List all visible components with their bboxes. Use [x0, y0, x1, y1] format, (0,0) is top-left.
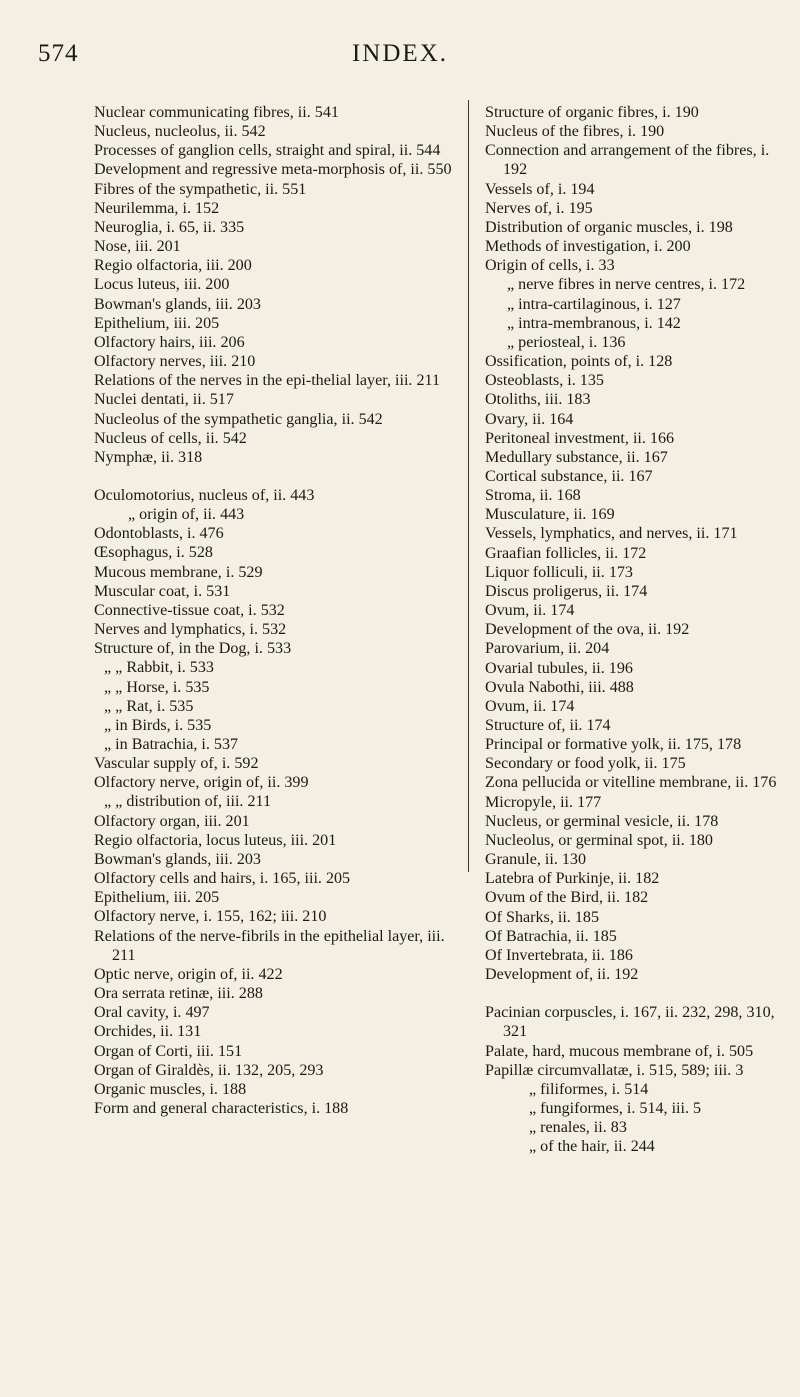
running-head-title: INDEX. [351, 40, 448, 67]
index-entry: Orchides, ii. 131 [94, 1023, 202, 1041]
index-entry: Neuroglia, i. 65, ii. 335 [94, 218, 245, 236]
index-entry: Nucleus, nucleolus, ii. 542 [94, 123, 266, 141]
index-entry: Organ of Giraldès, ii. 132, 205, 293 [94, 1061, 324, 1079]
index-entry: Mucous membrane, i. 529 [94, 563, 263, 581]
index-entry: Ossification, points of, i. 128 [485, 353, 673, 371]
index-entry: Micropyle, ii. 177 [485, 793, 602, 811]
index-entry: Ovary, ii. 164 [485, 410, 574, 428]
index-entry: Liquor folliculi, ii. 173 [485, 563, 633, 581]
index-subentry: „ intra-membranous, i. 142 [507, 314, 681, 332]
index-entry: Ora serrata retinæ, iii. 288 [94, 985, 263, 1003]
index-entry: Structure of organic fibres, i. 190 [485, 104, 699, 121]
page-header [38, 40, 762, 80]
index-entry: Relations of the nerves in the epi-thelial layer, iii. 211 [94, 372, 441, 390]
index-entry: Discus proligerus, ii. 174 [485, 582, 648, 600]
index-entry: Bowman's glands, iii. 203 [94, 295, 261, 313]
index-entry: Processes of ganglion cells, straight and spiral, ii. 544 [94, 142, 441, 160]
index-entry: Zona pellucida or vitelline membrane, ii. 176 [485, 774, 777, 792]
index-entry: Pacinian corpuscles, i. 167, ii. 232, 298, 310, 321 [485, 1004, 775, 1041]
index-entry: Latebra of Purkinje, ii. 182 [485, 870, 660, 888]
index-entry: Nucleus, or germinal vesicle, ii. 178 [485, 812, 719, 830]
index-entry: Optic nerve, origin of, ii. 422 [94, 965, 283, 983]
index-entry: Of Invertebrata, ii. 186 [485, 946, 633, 964]
index-subentry: „ in Birds, i. 535 [104, 716, 212, 734]
index-entry: Vascular supply of, i. 592 [94, 755, 259, 773]
index-entry: Development of the ova, ii. 192 [485, 621, 690, 639]
page-number: 574 [38, 40, 79, 67]
index-entry: Epithelium, iii. 205 [94, 314, 220, 332]
index-entry: Distribution of organic muscles, i. 198 [485, 218, 733, 236]
index-entry: Nucleolus, or germinal spot, ii. 180 [485, 831, 713, 849]
index-entry: Olfactory cells and hairs, i. 165, iii. 205 [94, 870, 351, 888]
index-entry: Cortical substance, ii. 167 [485, 467, 653, 485]
index-column-left [94, 103, 464, 1118]
index-entry: Nucleus of the fibres, i. 190 [485, 123, 665, 141]
index-subentry: „ renales, ii. 83 [529, 1119, 627, 1137]
index-entry: Regio olfactoria, locus luteus, iii. 201 [94, 831, 337, 849]
index-entry: Vessels, lymphatics, and nerves, ii. 171 [485, 525, 738, 543]
index-entry: Connective-tissue coat, i. 532 [94, 601, 285, 619]
index-entry: Secondary or food yolk, ii. 175 [485, 755, 686, 773]
index-entry: Olfactory organ, iii. 201 [94, 812, 250, 830]
index-entry: Locus luteus, iii. 200 [94, 276, 230, 294]
index-entry: Stroma, ii. 168 [485, 487, 581, 505]
index-entry: Nuclei dentati, ii. 517 [94, 391, 234, 409]
index-entry: Origin of cells, i. 33 [485, 257, 615, 275]
index-subentry: „ nerve fibres in nerve centres, i. 172 [507, 276, 746, 294]
index-entry: Epithelium, iii. 205 [94, 889, 220, 907]
index-entry: Vessels of, i. 194 [485, 180, 595, 198]
index-entry: Ovum of the Bird, ii. 182 [485, 889, 649, 907]
index-entry: Oculomotorius, nucleus of, ii. 443 [94, 486, 315, 504]
index-entry: Ovarial tubules, ii. 196 [485, 659, 633, 677]
index-entry: Of Sharks, ii. 185 [485, 908, 599, 926]
index-entry: Parovarium, ii. 204 [485, 640, 610, 658]
index-entry: Organ of Corti, iii. 151 [94, 1042, 243, 1060]
index-column-right [485, 103, 783, 1156]
index-entry: Development of, ii. 192 [485, 966, 639, 984]
index-entry: Neurilemma, i. 152 [94, 199, 220, 217]
index-entry: Olfactory hairs, iii. 206 [94, 333, 245, 351]
index-subentry: „ „ Rat, i. 535 [104, 697, 194, 715]
index-entry: Methods of investigation, i. 200 [485, 238, 691, 256]
index-subentry: „ intra-cartilaginous, i. 127 [507, 295, 681, 313]
index-entry: Nuclear communicating fibres, ii. 541 [94, 104, 339, 121]
index-entry: Odontoblasts, i. 476 [94, 525, 224, 543]
index-entry: Principal or formative yolk, ii. 175, 178 [485, 736, 742, 754]
index-subentry: „ of the hair, ii. 244 [529, 1138, 655, 1156]
index-entry: Œsophagus, i. 528 [94, 544, 213, 562]
index-entry: Structure of, ii. 174 [485, 717, 611, 734]
index-entry: Olfactory nerve, origin of, ii. 399 [94, 774, 309, 792]
index-entry: Otoliths, iii. 183 [485, 391, 591, 409]
index-entry: Papillæ circumvallatæ, i. 515, 589; iii. 3 [485, 1061, 744, 1079]
index-entry: Relations of the nerve-fibrils in the epithelial layer, iii. 211 [94, 927, 445, 964]
index-entry: Structure of, in the Dog, i. 533 [94, 640, 292, 658]
index-entry: Palate, hard, mucous membrane of, i. 505 [485, 1042, 754, 1060]
index-subentry: „ origin of, ii. 443 [128, 506, 245, 524]
index-entry: Ovum, ii. 174 [485, 697, 575, 715]
index-entry: Musculature, ii. 169 [485, 506, 615, 524]
index-entry: Organic muscles, i. 188 [94, 1080, 247, 1098]
index-entry: Graafian follicles, ii. 172 [485, 544, 647, 562]
index-entry: Development and regressive meta-morphosis of, ii. 550 [94, 161, 452, 179]
index-subentry: „ „ distribution of, iii. 211 [104, 793, 272, 811]
index-entry: Of Batrachia, ii. 185 [485, 927, 617, 945]
index-entry: Nose, iii. 201 [94, 238, 181, 256]
index-entry: Nymphæ, ii. 318 [94, 448, 203, 466]
index-entry: Nucleolus of the sympathetic ganglia, ii. 542 [94, 410, 383, 428]
index-entry: Nerves and lymphatics, i. 532 [94, 621, 287, 639]
index-entry: Olfactory nerves, iii. 210 [94, 353, 256, 371]
section-gap [94, 467, 464, 486]
index-entry: Granule, ii. 130 [485, 851, 587, 869]
index-subentry: „ in Batrachia, i. 537 [104, 736, 239, 753]
column-divider [468, 100, 469, 872]
index-entry: Connection and arrangement of the fibres, i. 192 [485, 142, 770, 179]
index-entry: Oral cavity, i. 497 [94, 1004, 210, 1022]
index-entry: Olfactory nerve, i. 155, 162; iii. 210 [94, 908, 327, 926]
index-entry: Muscular coat, i. 531 [94, 582, 231, 600]
index-subentry: „ „ Horse, i. 535 [104, 678, 210, 696]
index-subentry: „ filiformes, i. 514 [529, 1080, 649, 1098]
index-entry: Osteoblasts, i. 135 [485, 372, 604, 390]
index-subentry: „ „ Rabbit, i. 533 [104, 659, 214, 677]
index-entry: Regio olfactoria, iii. 200 [94, 257, 252, 275]
index-entry: Medullary substance, ii. 167 [485, 448, 668, 466]
index-entry: Fibres of the sympathetic, ii. 551 [94, 180, 307, 198]
index-entry: Form and general characteristics, i. 188 [94, 1099, 349, 1117]
index-entry: Ovum, ii. 174 [485, 602, 575, 620]
index-subentry: „ periosteal, i. 136 [507, 333, 626, 351]
index-entry: Bowman's glands, iii. 203 [94, 850, 261, 868]
index-entry: Nucleus of cells, ii. 542 [94, 429, 247, 447]
index-entry: Ovula Nabothi, iii. 488 [485, 678, 634, 696]
index-entry: Nerves of, i. 195 [485, 199, 593, 217]
index-entry: Peritoneal investment, ii. 166 [485, 429, 675, 447]
index-subentry: „ fungiformes, i. 514, iii. 5 [529, 1099, 702, 1117]
section-gap [485, 984, 783, 1003]
